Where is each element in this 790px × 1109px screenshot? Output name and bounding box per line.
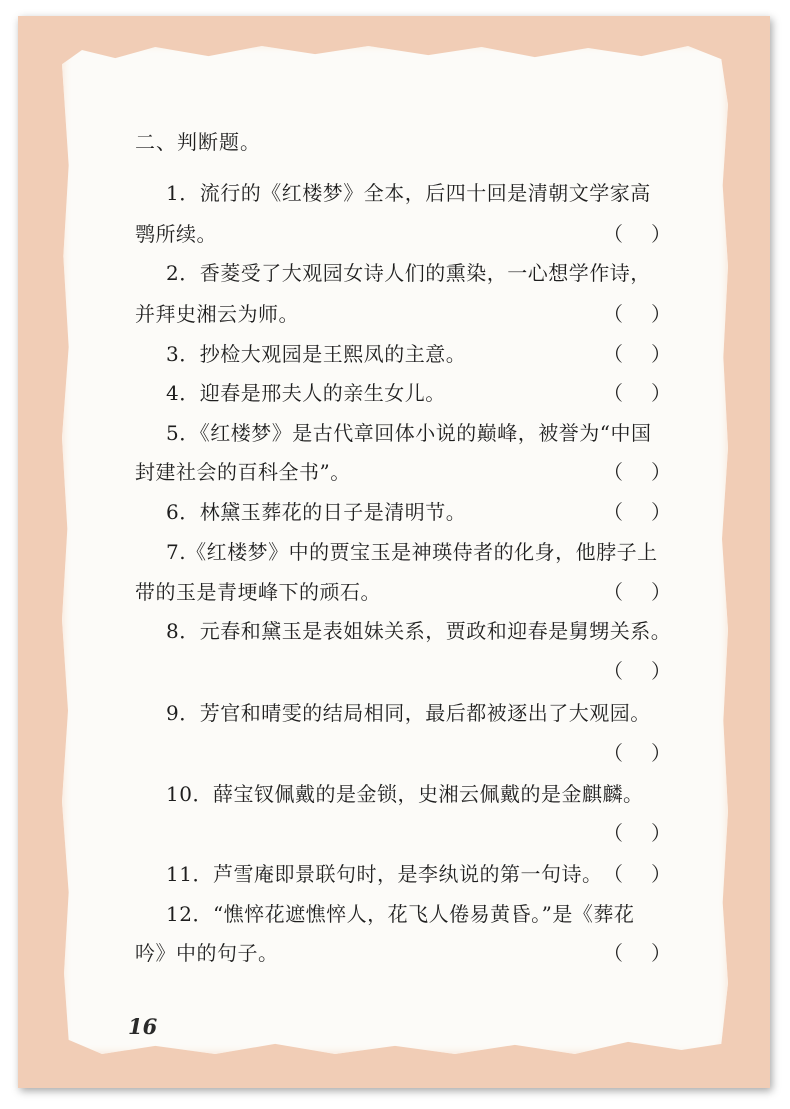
answer-paren-7[interactable]: （） [603,580,699,604]
page-number: 16 [128,1014,158,1039]
answer-paren-6[interactable]: （） [603,500,699,524]
question-1-line-1: 1．流行的《红楼梦》全本，后四十回是清朝文学家高 [166,181,651,205]
answer-paren-9[interactable]: （） [603,741,699,765]
question-1-line-2: 鹗所续。 [135,222,217,246]
question-6-line-1: 6．林黛玉葬花的日子是清明节。 [166,500,467,524]
question-8-line-1: 8．元春和黛玉是表姐妹关系，贾政和迎春是舅甥关系。 [166,619,672,643]
question-10-line-1: 10．薛宝钗佩戴的是金锁，史湘云佩戴的是金麒麟。 [166,782,644,806]
question-11-line-1: 11．芦雪庵即景联句时，是李纨说的第一句诗。 [166,862,603,886]
question-3-line-1: 3．抄检大观园是王熙凤的主意。 [166,342,467,366]
answer-paren-5[interactable]: （） [603,460,699,484]
question-12-line-2: 吟》中的句子。 [135,941,279,965]
answer-paren-1[interactable]: （） [603,222,699,246]
question-12-line-1: 12．“憔悴花遮憔悴人，花飞人倦易黄昏。”是《葬花 [166,902,635,926]
answer-paren-4[interactable]: （） [603,381,699,405]
answer-paren-2[interactable]: （） [603,302,699,326]
answer-paren-8[interactable]: （） [603,659,699,683]
question-2-line-1: 2．香菱受了大观园女诗人们的熏染，一心想学作诗， [166,261,651,285]
question-5-line-1: 5．《红楼梦》是古代章回体小说的巅峰，被誉为“中国 [166,421,652,445]
question-7-line-2: 带的玉是青埂峰下的顽石。 [135,580,381,604]
question-2-line-2: 并拜史湘云为师。 [135,302,299,326]
question-5-line-2: 封建社会的百科全书”。 [135,460,351,484]
answer-paren-12[interactable]: （） [603,941,699,965]
question-9-line-1: 9．芳官和晴雯的结局相同，最后都被逐出了大观园。 [166,701,651,725]
answer-paren-11[interactable]: （） [603,862,699,886]
section-title: 二、判断题。 [135,130,261,154]
question-7-line-1: 7.《红楼梦》中的贾宝玉是神瑛侍者的化身，他脖子上 [166,540,658,564]
answer-paren-10[interactable]: （） [603,821,699,845]
question-4-line-1: 4．迎春是邢夫人的亲生女儿。 [166,381,446,405]
answer-paren-3[interactable]: （） [603,342,699,366]
